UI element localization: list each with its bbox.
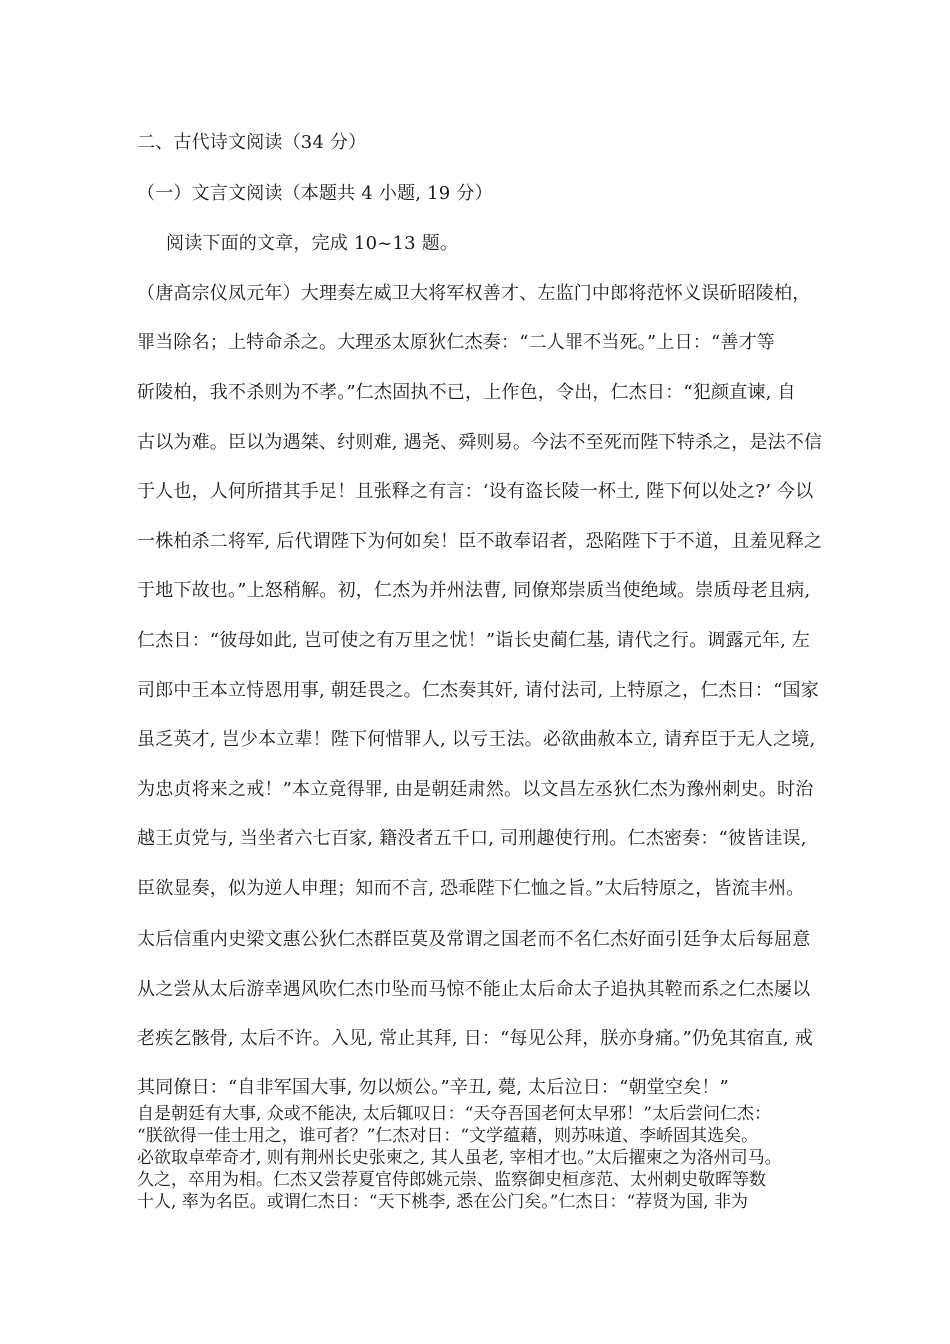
passage-line: 从之尝从太后游幸遇风吹仁杰巾坠而马惊不能止太后命太子追执其鞚而系之仁杰屡以 (137, 979, 811, 1000)
section-title: 二、古代诗文阅读（34 分） (137, 132, 367, 153)
passage-line: 太后信重内史梁文惠公狄仁杰群臣莫及常谓之国老而不名仁杰好面引廷争太后每屈意 (137, 929, 811, 950)
passage-line: 古以为难。臣以为遇桀、纣则难, 遇尧、舜则易。今法不至死而陛下特杀之，是法不信 (137, 432, 823, 453)
passage-line: 其同僚日：“自非军国大事, 勿以烦公。”辛丑, 薨, 太后泣日：“朝堂空矣！” (137, 1077, 729, 1098)
passage-line: 虽乏英才, 岂少本立辈！陛下何惜罪人, 以亏王法。必欲曲赦本立, 请弃臣于无人之境, (137, 729, 816, 750)
passage-line: （唐高宗仪凤元年）大理奏左威卫大将军权善才、左监门中郎将范怀义误斫昭陵柏， (137, 283, 811, 304)
passage-line: 于地下故也。”上怒稍解。初，仁杰为并州法曹, 同僚郑崇质当使绝域。崇质母老且病, (137, 580, 811, 601)
instruction-text: 阅读下面的文章，完成 10~13 题。 (166, 233, 459, 254)
passage-line: 司郎中王本立恃恩用事, 朝廷畏之。仁杰奏其奸, 请付法司, 上特原之，仁杰日：“国家 (137, 680, 819, 701)
passage-line: 为忠贞将来之戒！”本立竟得罪, 由是朝廷肃然。以文昌左丞狄仁杰为豫州刺史。时治 (137, 779, 814, 800)
sub-title: （一）文言文阅读（本题共 4 小题, 19 分） (137, 183, 493, 204)
passage-line: 斫陵柏，我不杀则为不孝。”仁杰固执不已，上作色，令出，仁杰日：“犯颜直谏, 自 (137, 382, 796, 403)
passage-line: 老疾乞骸骨, 太后不许。入见, 常止其拜, 日：“每见公拜，朕亦身痛。”仍免其宿直, 戒 (137, 1028, 813, 1049)
passage-line: “朕欲得一佳士用之，谁可者？”仁杰对日：“文学蕴藉，则苏味道、李峤固其选矣。 (137, 1126, 759, 1146)
passage-line: 一株柏杀二将军, 后代谓陛下为何如矣！臣不敢奉诏者，恐陷陛下于不道，且羞见释之 (137, 531, 823, 552)
passage-line: 罪当除名；上特命杀之。大理丞太原狄仁杰奏：“二人罪不当死。”上日：“善才等 (137, 332, 776, 353)
passage-line: 仁杰日：“彼母如此, 岂可使之有万里之忧！”诣长史蔺仁基, 请代之行。调露元年, 左 (137, 630, 811, 651)
passage-line: 必欲取卓荦奇才, 则有荆州长史张柬之, 其人虽老, 宰相才也。”太后擢柬之为洛州司马。 (137, 1148, 782, 1168)
passage-line: 于人也，人何所措其手足！且张释之有言：‘设有盗长陵一杯土, 陛下何以处之?’ 今以 (137, 481, 814, 502)
passage-line: 越王贞党与, 当坐者六七百家, 籍没者五千口, 司刑趣使行刑。仁杰密奏：“彼皆诖误, (137, 828, 807, 849)
passage-line: 久之，卒用为相。仁杰又尝荐夏官侍郎姚元崇、监察御史桓彦范、太州刺史敬晖等数 (137, 1170, 766, 1190)
passage-line: 臣欲显奏，似为逆人申理；知而不言, 恐乖陛下仁恤之旨。”太后特原之，皆流丰州。 (137, 878, 805, 899)
passage-line: 自是朝廷有大事, 众或不能决, 太后辄叹日：“天夺吾国老何太早邪！”太后尝问仁杰： (137, 1104, 771, 1124)
passage-line: 十人, 率为名臣。或谓仁杰日：“天下桃李, 悉在公门矣。”仁杰日：“荐贤为国, 非为 (137, 1192, 748, 1212)
